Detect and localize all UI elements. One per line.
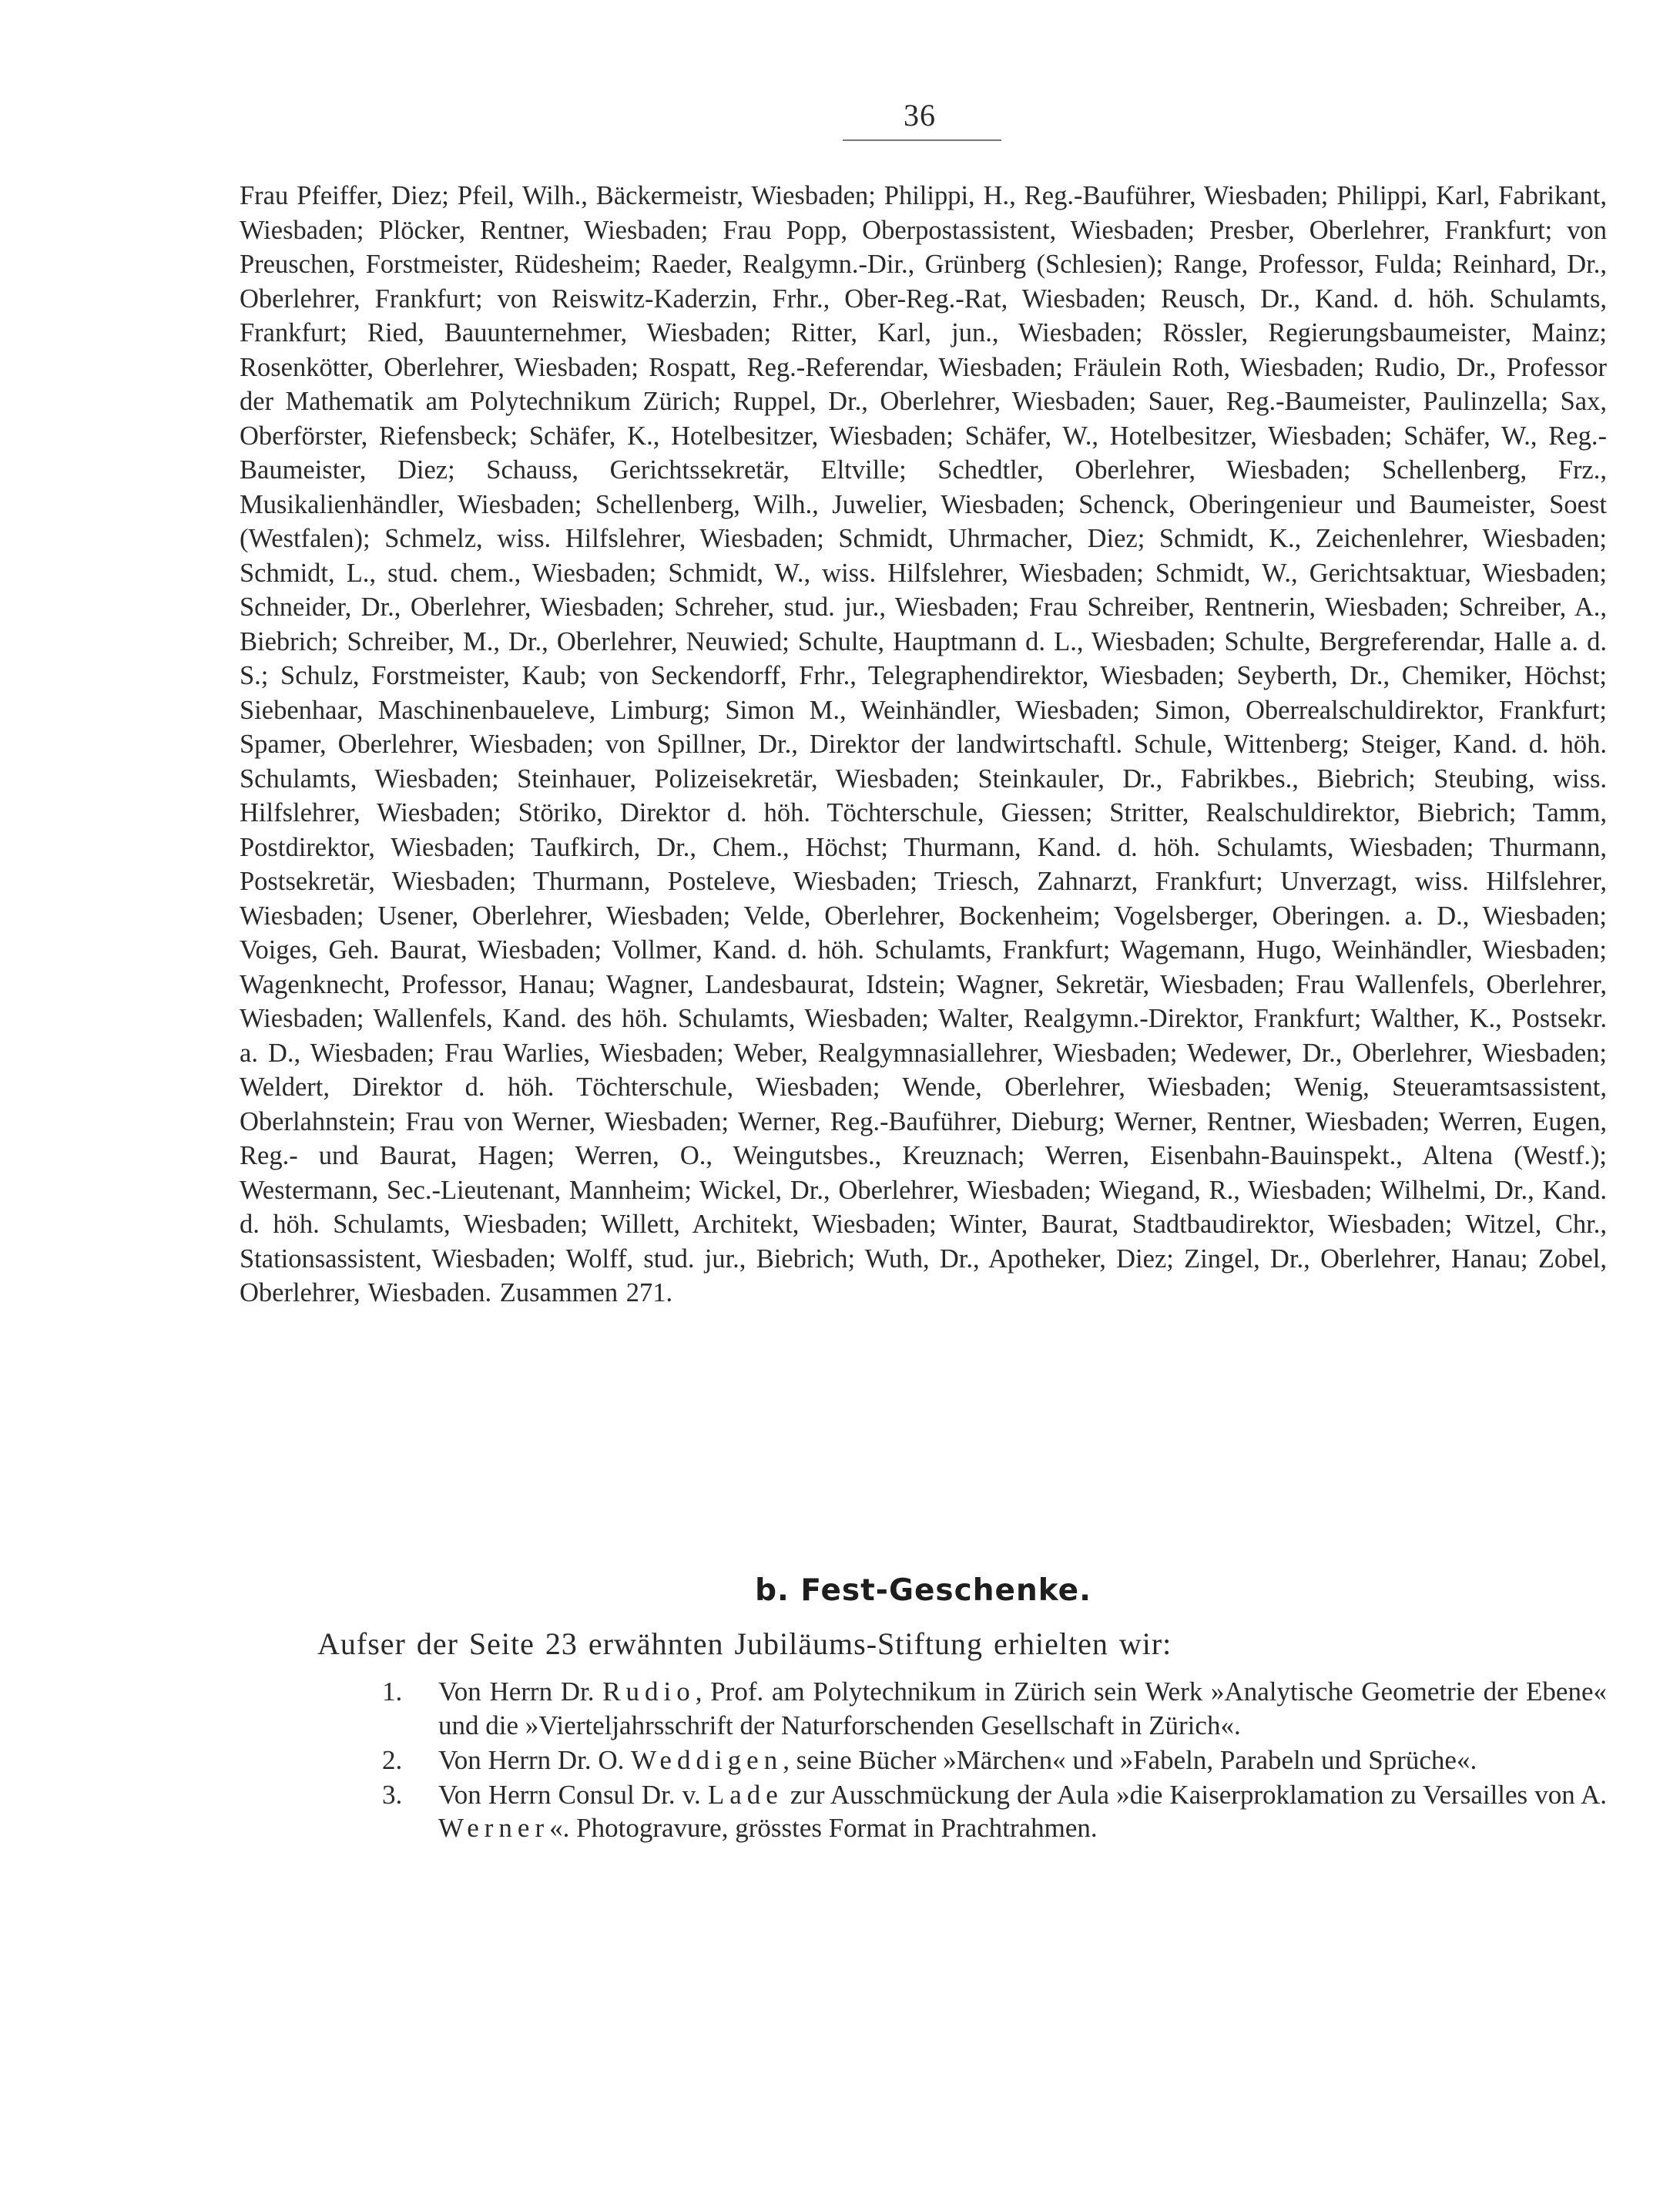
gift-item-number: 3. [382,1779,403,1810]
gift-item-text: , seine Bücher »Märchen« und »Fabeln, Parabeln und Sprüche«. [783,1744,1477,1775]
donor-name: Rudio [602,1676,696,1707]
gift-item-text: zur Ausschmückung der Aula »die Kaiserproklamation zu Versailles von A. [783,1779,1607,1810]
artist-name: Werner [438,1813,550,1843]
member-list-paragraph: Frau Pfeiffer, Diez; Pfeil, Wilh., Bäckermeistr, Wiesbaden; Philippi, H., Reg.-Bauführer, Wiesbaden; Philippi, Karl, Fabrikant, Wiesbaden; Plöcker, Rentner, Wiesbaden; Frau Popp, Oberpostassistent, Wiesbaden; Presber, Oberlehrer, Frankfurt; von Preuschen, Forstmeister, Rüdesheim; Raeder, Realgymn.-Dir., Grünberg (Schlesien); Range, Professor, Fulda; Reinhard, Dr., Oberlehrer, Frankfurt; von Reiswitz-Kaderzin, Frhr., Ober-Reg.-Rat, Wiesbaden; Reusch, Dr., Kand. d. höh. Schulamts, Frankfurt; Ried, Bauunternehmer, Wiesbaden; Ritter, Karl, jun., Wiesbaden; Rössler, Regierungsbaumeister, Mainz; Rosenkötter, Oberlehrer, Wiesbaden; Rospatt, Reg.-Referendar, Wiesbaden; Fräulein Roth, Wiesbaden; Rudio, Dr., Professor der Mathematik am Polytechnikum Zürich; Ruppel, Dr., Oberlehrer, Wiesbaden; Sauer, Reg.-Baumeister, Paulinzella; Sax, Oberförster, Riefensbeck; Schäfer, K., Hotelbesitzer, Wiesbaden; Schäfer, W., Hotelbesitzer, Wiesbaden; Schäfer, W., Reg.-Baumeister, Diez; Schauss, Gerichtssekretär, Eltville; Schedtler, Oberlehrer, Wiesbaden; Schellenberg, Frz., Musikalienhändler, Wiesbaden; Schellenberg, Wilh., Juwelier, Wiesbaden; Schenck, Oberingenieur und Baumeister, Soest (Westfalen); Schmelz, wiss. Hilfslehrer, Wiesbaden; Schmidt, Uhrmacher, Diez; Schmidt, K., Zeichenlehrer, Wiesbaden; Schmidt, L., stud. chem., Wiesbaden; Schmidt, W., wiss. Hilfslehrer, Wiesbaden; Schmidt, W., Gerichtsaktuar, Wiesbaden; Schneider, Dr., Oberlehrer, Wiesbaden; Schreher, stud. jur., Wiesbaden; Frau Schreiber, Rentnerin, Wiesbaden; Schreiber, A., Biebrich; Schreiber, M., Dr., Oberlehrer, Neuwied; Schulte, Hauptmann d. L., Wiesbaden; Schulte, Bergreferendar, Halle a. d. S.; Schulz, Forstmeister, Kaub; von Seckendorff, Frhr., Telegraphendirektor, Wiesbaden; Seyberth, Dr., Chemiker, Höchst; Siebenhaar, Maschinenbaueleve, Limburg; Simon M., Weinhändler, Wiesbaden; Simon, Oberrealschuldirektor, Frankfurt; Spamer, Oberlehrer, Wiesbaden; von Spillner, Dr., Direktor der landwirtschaftl. Schule, Wittenberg; Steiger, Kand. d. höh. Schulamts, Wiesbaden; Steinhauer, Polizeisekretär, Wiesbaden; Steinkauler, Dr., Fabrikbes., Biebrich; Steubing, wiss. Hilfslehrer, Wiesbaden; Störiko, Direktor d. höh. Töchterschule, Giessen; Stritter, Realschuldirektor, Biebrich; Tamm, Postdirektor, Wiesbaden; Taufkirch, Dr., Chem., Höchst; Thurmann, Kand. d. höh. Schulamts, Wiesbaden; Thurmann, Postsekretär, Wiesbaden; Thurmann, Posteleve, Wiesbaden; Triesch, Zahnarzt, Frankfurt; Unverzagt, wiss. Hilfslehrer, Wiesbaden; Usener, Oberlehrer, Wiesbaden; Velde, Oberlehrer, Bockenheim; Vogelsberger, Oberingen. a. D., Wiesbaden; Voiges, Geh. Baurat, Wiesbaden; Vollmer, Kand. d. höh. Schulamts, Frankfurt; Wagemann, Hugo, Weinhändler, Wiesbaden; Wagenknecht, Professor, Hanau; Wagner, Landesbaurat, Idstein; Wagner, Sekretär, Wiesbaden; Frau Wallenfels, Oberlehrer, Wiesbaden; Wallenfels, Kand. des höh. Schulamts, Wiesbaden; Walter, Realgymn.-Direktor, Frankfurt; Walther, K., Postsekr. a. D., Wiesbaden; Frau Warlies, Wiesbaden; Weber, Realgymnasiallehrer, Wiesbaden; Wedewer, Dr., Oberlehrer, Wiesbaden; Weldert, Direktor d. höh. Töchterschule, Wiesbaden; Wende, Oberlehrer, Wiesbaden; Wenig, Steueramtsassistent, Oberlahnstein; Frau von Werner, Wiesbaden; Werner, Reg.-Bauführer, Dieburg; Werner, Rentner, Wiesbaden; Werren, Eugen, Reg.- und Baurat, Hagen; Werren, O., Weingutsbes., Kreuznach; Werren, Eisenbahn-Bauinspekt., Altena (Westf.); Westermann, Sec.-Lieutenant, Mannheim; Wickel, Dr., Oberlehrer, Wiesbaden; Wiegand, R., Wiesbaden; Wilhelmi, Dr., Kand. d. höh. Schulamts, Wiesbaden; Willett, Architekt, Wiesbaden; Winter, Baurat, Stadtbaudirektor, Wiesbaden; Witzel, Chr., Stationsassistent, Wiesbaden; Wolff, stud. jur., Biebrich; Wuth, Dr., Apotheker, Diez; Zingel, Dr., Oberlehrer, Hanau; Zobel, Oberlehrer, Wiesbaden. Zusammen 271. [240,181,1607,1307]
gift-item [240,1778,1607,1845]
section-intro: Aufser der Seite 23 erwähnten Jubiläums-Stiftung erhielten wir: [317,1626,1172,1661]
gift-item-text: Von Herrn Consul Dr. v. [438,1779,708,1810]
gift-item-text: Von Herrn Dr. [438,1676,603,1707]
gift-item-number: 1. [382,1676,403,1707]
gift-item [240,1675,1607,1742]
gift-item-number: 2. [382,1744,403,1775]
section-heading: b. Fest-Geschenke. [755,1573,1091,1608]
gift-item [240,1744,1607,1777]
gift-list [240,1675,1607,1846]
gift-item-text: , Prof. am Polytechnikum in Zürich sein Werk »Analytische Geometrie der Ebene« und die »Vierteljahrsschrift der Naturforschenden Gesellschaft in Zürich«. [438,1676,1608,1740]
page-number-rule [843,139,1001,141]
gift-item-text: Von Herrn Dr. O. [438,1744,632,1775]
donor-name: Lade [707,1779,783,1810]
donor-name: Weddigen [631,1744,783,1775]
gift-item-text: «. Photogravure, grösstes Format in Prachtrahmen. [549,1813,1098,1843]
page-number: 36 [904,98,936,133]
